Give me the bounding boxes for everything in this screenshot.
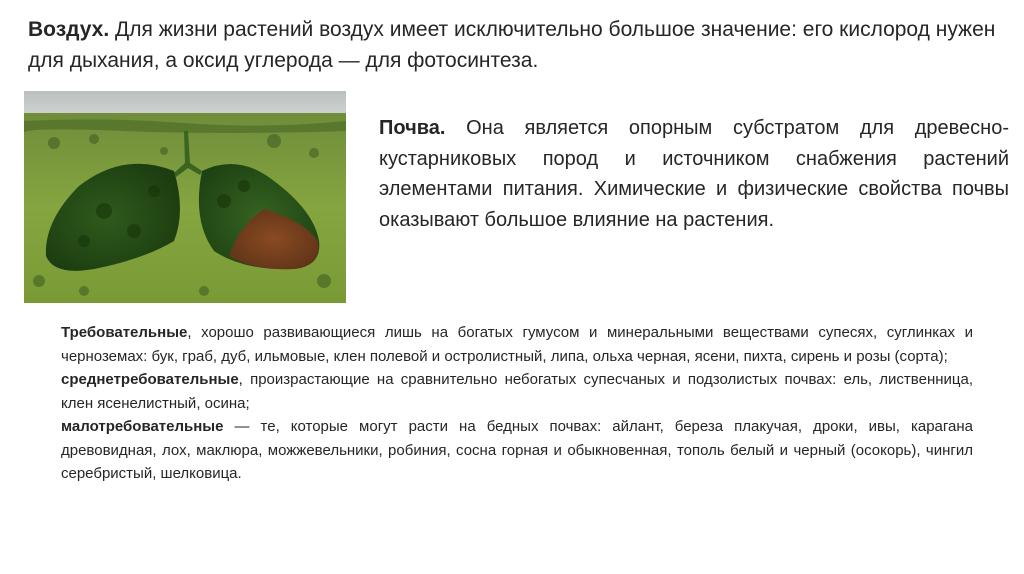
group-text: — те, которые могут расти на бедных почвах: айлант, береза плакучая, дроки, ивы, карагана древовидная, лох, маклюра, можжевельники, робиния, сосна горная и обыкновенная, тополь белый и черный (осокорь), чингил серебристый, шелковица.: [61, 418, 973, 482]
list-item: [61, 415, 973, 486]
soil-title: Почва.: [379, 117, 446, 139]
air-title: Воздух.: [28, 18, 110, 41]
group-text: , хорошо развивающиеся лишь на богатых гумусом и минеральными веществами супесях, суглинках и черноземах: бук, граб, дуб, ильмовые, клен полевой и остролистный, липа, ольха черная, ясени, пихта, сирень и розы (сорта);: [61, 324, 973, 365]
list-item: [61, 368, 973, 415]
soil-text: Она является опорным субстратом для древесно-кустарниковых пород и источником снабжения растений элементами питания. Химические и физические свойства почвы оказывают большое влияние на растения.: [379, 117, 1009, 231]
list-item: [61, 321, 973, 368]
group-term: среднетребовательные: [61, 371, 239, 388]
group-text: , произрастающие на сравнительно небогатых супесчаных и подзолистых почвах: ель, лиственница, клен ясенелистный, осина;: [61, 371, 973, 412]
air-text: Для жизни растений воздух имеет исключительно большое значение: его кислород нужен для дыхания, а оксид углерода — для фотосинтеза.: [28, 18, 996, 72]
air-paragraph: [28, 14, 1014, 76]
plant-groups-list: [61, 321, 973, 486]
lungs-forest-photo: [24, 91, 346, 303]
soil-paragraph: [379, 113, 1009, 235]
group-term: Требовательные: [61, 324, 188, 341]
group-term: малотребовательные: [61, 418, 224, 435]
